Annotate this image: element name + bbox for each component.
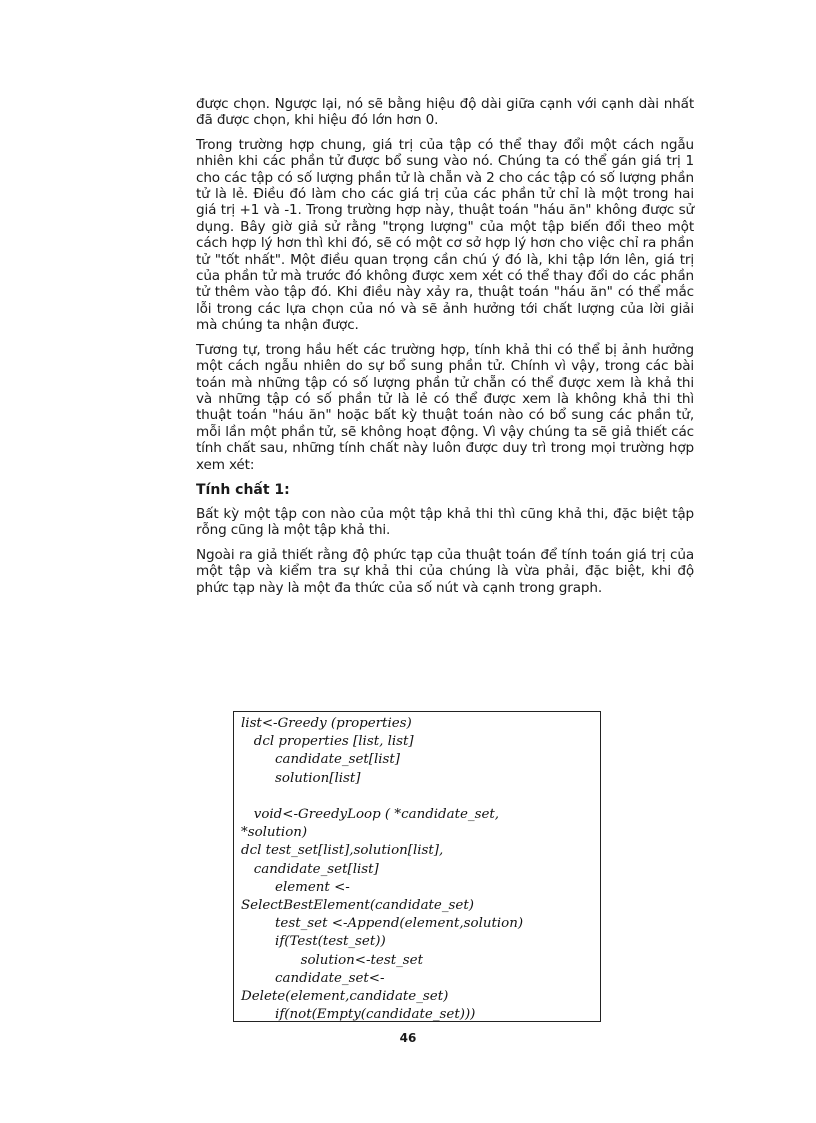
property-heading: Tính chất 1:: [196, 481, 290, 498]
paragraph-4: Bất kỳ một tập con nào của một tập khả thi thì cũng khả thi, đặc biệt tập rỗng cũng là một tập khả thi.: [196, 505, 694, 539]
code-line: list<-Greedy (properties): [241, 716, 412, 731]
code-line: *solution): [241, 825, 308, 841]
code-line: if(not(Empty(candidate_set))): [241, 1007, 476, 1022]
code-line: test_set <-Append(element,solution): [241, 916, 524, 932]
code-line: element <-: [241, 879, 350, 895]
code-line: candidate_set<-: [241, 970, 385, 986]
page-number: 46: [399, 1031, 417, 1045]
page-body: [196, 96, 694, 604]
code-line: solution[list]: [241, 770, 361, 786]
code-line: SelectBestElement(candidate_set): [241, 898, 474, 914]
paragraph-1: được chọn. Ngược lại, nó sẽ bằng hiệu độ dài giữa cạnh với cạnh dài nhất đã được chọn, khi hiệu đó lớn hơn 0.: [196, 96, 694, 129]
code-line: dcl test_set[list],solution[list],: [241, 843, 444, 859]
code-line: candidate_set[list]: [241, 861, 379, 877]
code-line: solution<-test_set: [241, 952, 423, 968]
code-line: candidate_set[list]: [241, 752, 401, 768]
paragraph-2: Trong trường hợp chung, giá trị của tập có thể thay đổi một cách ngẫu nhiên khi các phần tử được bổ sung vào nó. Chúng ta có thể gán giá trị 1 cho các tập có số lượng phần tử là chẵn và 2 cho các tập có số lượng phần tử là lẻ. Điều đó làm cho các giá trị của các phần tử chỉ là một trong hai giá trị +1 và -1. Trong trường hợp này, thuật toán "háu ăn" không được sử dụng. Bây giờ giả sử rằng "trọng lượng" của một tập biến đổi theo một cách hợp lý hơn thì khi đó, sẽ có một cơ sở hợp lý hơn cho việc chỉ ra phần tử "tốt nhất". Một điều quan trọng cần chú ý đó là, khi tập lớn lên, giá trị của phần tử mà trước đó không được xem xét có thể thay đổi do các phần tử thêm vào tập đó. Khi điều này xảy ra, thuật toán "háu ăn" có thể mắc lỗi trong các lựa chọn của nó và sẽ ảnh hưởng tới chất lượng của lời giải mà chúng ta nhận được.: [196, 136, 694, 334]
code-line: if(Test(test_set)): [241, 934, 386, 950]
code-line-blank: [241, 788, 594, 806]
code-line: void<-GreedyLoop ( *candidate_set,: [241, 807, 500, 822]
pseudocode-box: [233, 711, 601, 1022]
code-line: Delete(element,candidate_set): [241, 989, 449, 1005]
code-line: dcl properties [list, list]: [241, 734, 414, 750]
paragraph-5: Ngoài ra giả thiết rằng độ phức tạp của thuật toán để tính toán giá trị của một tập và kiểm tra sự khả thi của chúng là vừa phải, đặc biệt, khi độ phức tạp này là một đa thức của số nút và cạnh trong graph.: [196, 546, 694, 596]
paragraph-3: Tương tự, trong hầu hết các trường hợp, tính khả thi có thể bị ảnh hưởng một cách ngẫu nhiên do sự bổ sung phần tử. Chính vì vậy, trong các bài toán mà những tập có số lượng phần tử chẵn có thể được xem là khả thi và những tập có số phần tử là lẻ có thể được xem là không khả thi thì thuật toán "háu ăn" hoặc bất kỳ thuật toán nào có bổ sung các phần tử, mỗi lần một phần tử, sẽ không hoạt động. Vì vậy chúng ta sẽ giả thiết các tính chất sau, những tính chất này luôn được duy trì trong mọi trường hợp xem xét:: [196, 341, 694, 473]
